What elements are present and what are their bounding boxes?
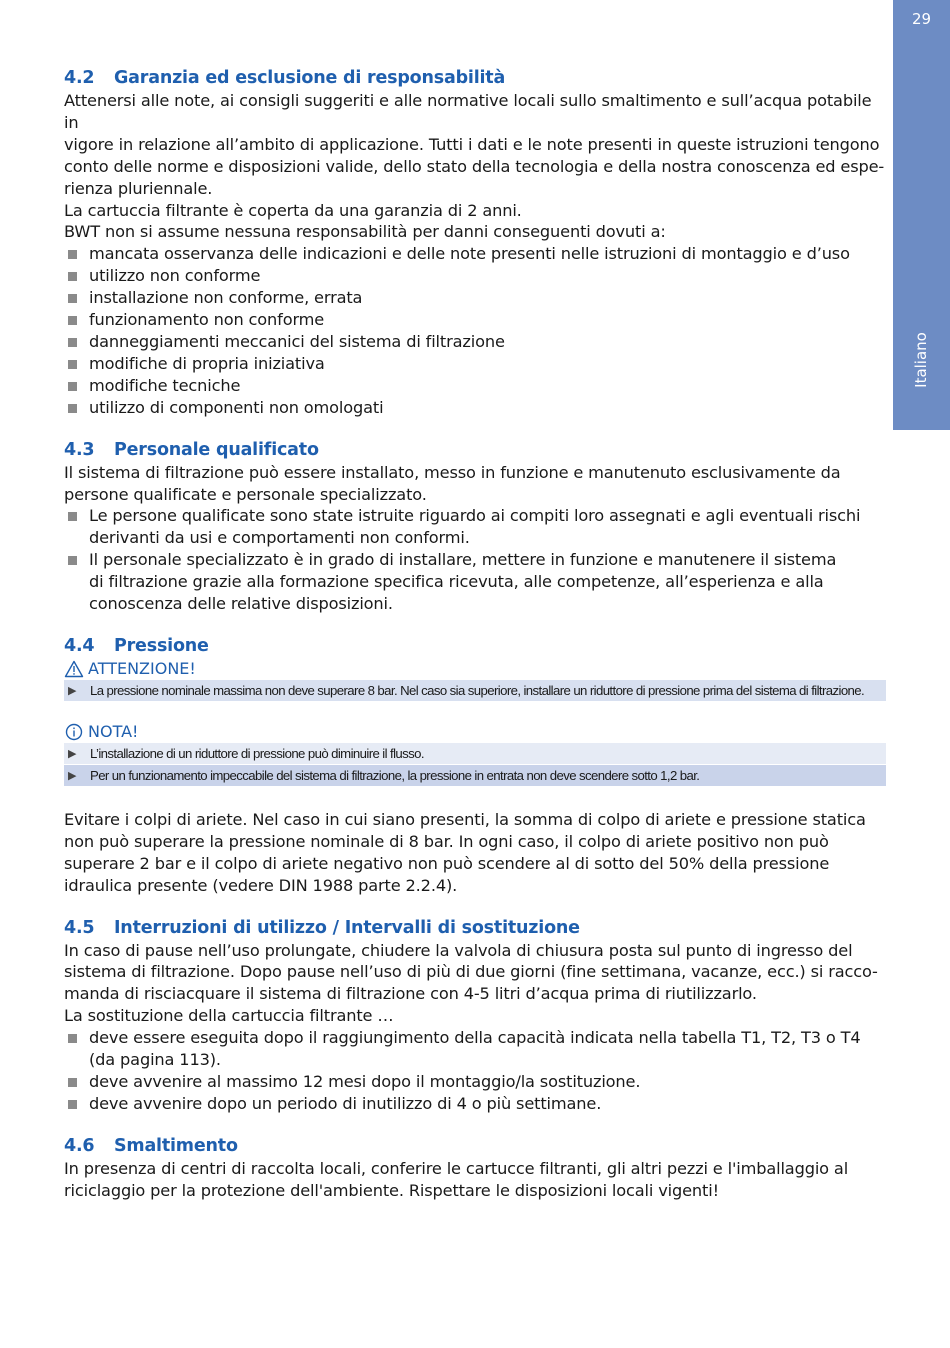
paragraph: rienza pluriennale. bbox=[64, 178, 213, 198]
bullet-list bbox=[64, 1027, 886, 1115]
warning-triangle-icon bbox=[64, 660, 84, 678]
section-heading-4-2: 4.2 Garanzia ed esclusione di responsabilità bbox=[64, 68, 506, 88]
paragraph: In presenza di centri di raccolta locali, conferire le cartucce filtranti, gli altri pezzi e l'imballaggio al bbox=[64, 1158, 849, 1178]
paragraph: persone qualificate e personale specializzato. bbox=[64, 484, 427, 504]
main-content bbox=[64, 66, 886, 1202]
paragraph: manda di risciacquare il sistema di filtrazione con 4-5 litri d’acqua prima di riutilizzarlo. bbox=[64, 984, 757, 1004]
section-heading-4-5: 4.5 Interruzioni di utilizzo / Intervalli di sostituzione bbox=[64, 917, 580, 938]
list-item: Le persone qualificate sono state istruite riguardo ai compiti loro assegnati e agli eventuali rischi derivanti da usi e comportamenti non conformi. bbox=[64, 505, 886, 549]
paragraph: riciclaggio per la protezione dell'ambiente. Rispettare le disposizioni locali vigenti! bbox=[64, 1180, 719, 1200]
list-item: deve essere eseguita dopo il raggiungimento della capacità indicata nella tabella T1, T2, T3 o T4 (da pagina 113). bbox=[64, 1027, 886, 1071]
note-item: ▶ Per un funzionamento impeccabile del sistema di filtrazione, la pressione in entrata non deve scendere sotto 1,2 bar. bbox=[64, 765, 886, 786]
paragraph: non può superare la pressione nominale di 8 bar. In ogni caso, il colpo di ariete positivo non può bbox=[64, 831, 829, 851]
language-label: Italiano bbox=[912, 332, 930, 388]
paragraph: Il sistema di filtrazione può essere installato, messo in funzione e manutenuto esclusivamente da bbox=[64, 462, 841, 482]
warning-item: ▶ La pressione nominale massima non deve superare 8 bar. Nel caso sia superiore, installare un riduttore di pressione prima del sistema di filtrazione. bbox=[64, 680, 886, 701]
list-item: modifiche di propria iniziativa bbox=[64, 353, 886, 375]
list-item: mancata osservanza delle indicazioni e delle note presenti nelle istruzioni di montaggio e d’uso bbox=[64, 243, 886, 265]
list-item: deve avvenire al massimo 12 mesi dopo il montaggio/la sostituzione. bbox=[64, 1071, 886, 1093]
play-arrow-icon: ▶ bbox=[68, 747, 76, 760]
warning-heading: ATTENZIONE! bbox=[64, 658, 886, 680]
list-item: funzionamento non conforme bbox=[64, 309, 886, 331]
paragraph: BWT non si assume nessuna responsabilità per danni conseguenti dovuti a: bbox=[64, 222, 666, 242]
section-heading-4-6: 4.6 Smaltimento bbox=[64, 1135, 238, 1156]
paragraph: Evitare i colpi di ariete. Nel caso in cui siano presenti, la somma di colpo di ariete e pressione statica bbox=[64, 809, 866, 829]
note-item: ▶ L’installazione di un riduttore di pressione può diminuire il flusso. bbox=[64, 743, 886, 764]
paragraph: idraulica presente (vedere DIN 1988 parte 2.2.4). bbox=[64, 875, 458, 895]
list-item: deve avvenire dopo un periodo di inutilizzo di 4 o più settimane. bbox=[64, 1093, 886, 1115]
paragraph: sistema di filtrazione. Dopo pause nell’uso di più di due giorni (fine settimana, vacanze, ecc.) si racco- bbox=[64, 962, 878, 982]
list-item: modifiche tecniche bbox=[64, 375, 886, 397]
list-item: utilizzo di componenti non omologati bbox=[64, 397, 886, 419]
list-item: installazione non conforme, errata bbox=[64, 287, 886, 309]
page-number: 29 bbox=[911, 10, 932, 28]
paragraph: La sostituzione della cartuccia filtrante … bbox=[64, 1006, 394, 1026]
bullet-list bbox=[64, 243, 886, 418]
info-icon bbox=[64, 723, 84, 741]
paragraph: Attenersi alle note, ai consigli suggeriti e alle normative locali sullo smaltimento e sull’acqua potabile in bbox=[64, 91, 872, 132]
paragraph: In caso di pause nell’uso prolungate, chiudere la valvola di chiusura posta sul punto di ingresso del bbox=[64, 940, 853, 960]
section-heading-4-3: 4.3 Personale qualificato bbox=[64, 439, 319, 460]
note-heading: NOTA! bbox=[64, 721, 886, 743]
paragraph: conto delle norme e disposizioni valide, dello stato della tecnologia e della nostra conoscenza ed espe- bbox=[64, 156, 885, 176]
paragraph: La cartuccia filtrante è coperta da una garanzia di 2 anni. bbox=[64, 200, 522, 220]
play-arrow-icon: ▶ bbox=[68, 769, 76, 782]
paragraph: superare 2 bar e il colpo di ariete negativo non può scendere al di sotto del 50% della pressione bbox=[64, 853, 830, 873]
section-heading-4-4: 4.4 Pressione bbox=[64, 635, 209, 656]
list-item: danneggiamenti meccanici del sistema di filtrazione bbox=[64, 331, 886, 353]
list-item: utilizzo non conforme bbox=[64, 265, 886, 287]
list-item: Il personale specializzato è in grado di installare, mettere in funzione e manutenere il sistema di filtrazione grazie alla formazione specifica ricevuta, alle competenze, all’esperienza e alla conoscenza delle relative disposizioni. bbox=[64, 549, 886, 615]
paragraph: vigore in relazione all’ambito di applicazione. Tutti i dati e le note presenti in queste istruzioni tengono bbox=[64, 134, 880, 154]
play-arrow-icon: ▶ bbox=[68, 684, 76, 697]
bullet-list bbox=[64, 505, 886, 615]
